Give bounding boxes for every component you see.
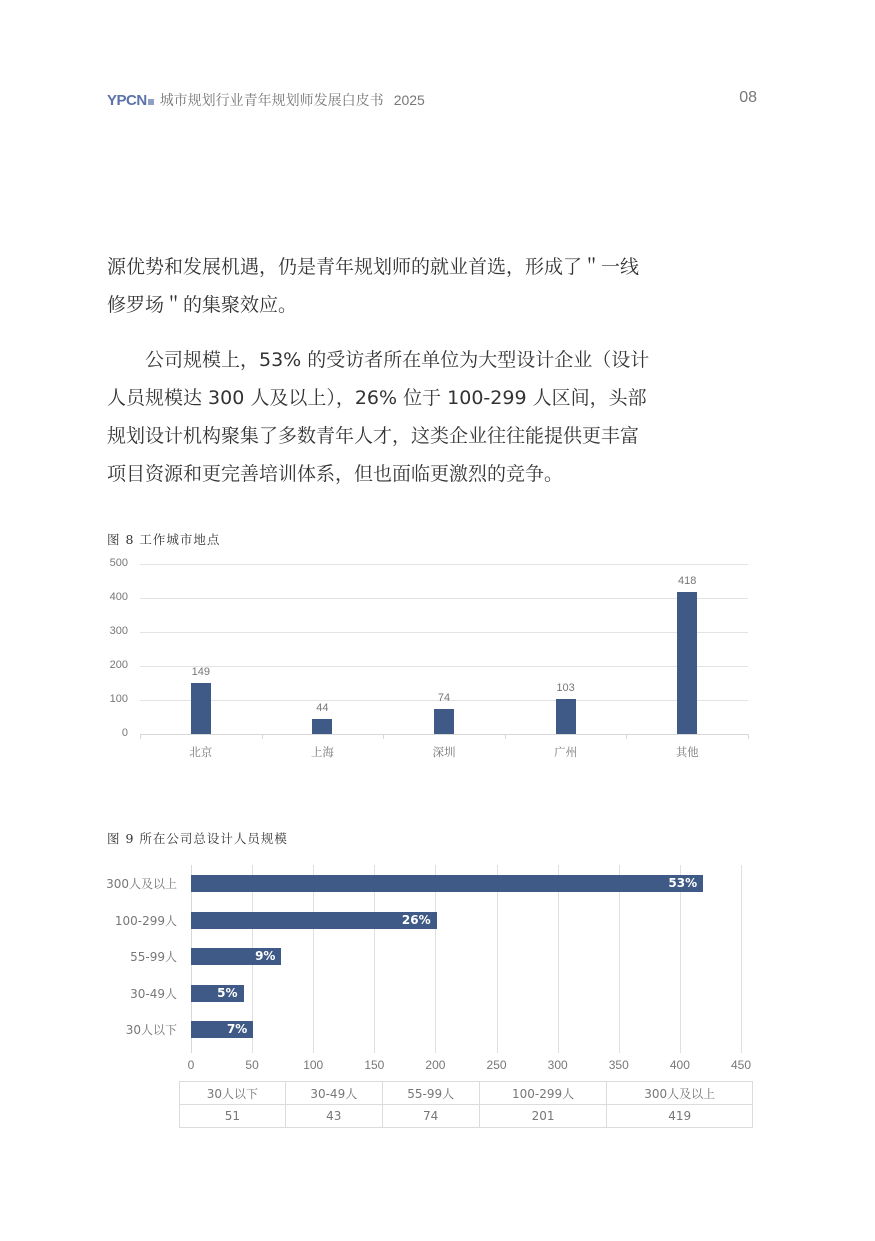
x-axis-label: 上海 [310,745,334,759]
bar-4 [191,1021,253,1038]
x-axis-tick: 50 [245,1058,259,1072]
gridline [140,632,748,633]
data-label: 44 [316,702,329,715]
gridline [435,865,436,1053]
data-table [179,1081,753,1128]
x-axis-tick: 200 [425,1058,446,1072]
bar-1 [312,719,332,734]
document-title: 城市规划行业青年规划师发展白皮书 [159,93,384,109]
bar-4 [677,592,697,734]
paragraph-2: 公司规模上，53% 的受访者所在单位为大型设计企业（设计人员规模达 300 人及以上），26% 位于 100-299 人区间，头部规划设计机构聚集了多数青年人才，这类企业往往能提供更丰富项目资源和更完善培训体系，但也面临更激烈的竞争。 [107,349,650,485]
x-axis-tick: 100 [303,1058,324,1072]
y-axis-label: 30-49人 [130,986,177,1001]
bar-3 [191,985,244,1002]
gridline [140,564,748,565]
ypcn-logo: YPCN [107,92,154,109]
table-cell: 201 [479,1105,607,1128]
page-number: 08 [739,89,757,106]
y-axis-tick: 300 [109,625,128,637]
table-header-row [180,1082,753,1105]
y-axis-label: 300人及以上 [106,877,177,891]
table-header-cell: 300人及以上 [607,1082,753,1105]
x-axis-tick: 150 [364,1058,385,1072]
x-axis-tick-mark [140,734,141,739]
y-axis-tick: 200 [109,659,128,671]
work-city-bar-chart [100,556,760,776]
x-axis-tick-mark [505,734,506,739]
y-axis-label: 30人以下 [125,1023,177,1037]
gridline [313,865,314,1053]
x-axis-label: 广州 [554,745,578,759]
y-axis-label: 100-299人 [114,913,177,928]
x-axis-tick-mark [383,734,384,739]
company-size-bar-chart [100,860,760,1135]
gridline [497,865,498,1053]
x-axis-tick-mark [748,734,749,739]
bar-0 [191,875,703,892]
data-label: 149 [191,666,210,679]
document-year: 2025 [393,92,425,108]
x-axis-tick: 450 [730,1058,752,1072]
bar-percent-label: 5% [217,985,238,1000]
bar-1 [191,912,437,929]
data-label: 103 [556,681,575,694]
x-axis-tick: 350 [608,1058,629,1072]
bar-2 [434,709,454,734]
gridline [558,865,559,1053]
gridline [680,865,681,1053]
gridline [619,865,620,1053]
table-cell: 43 [285,1105,382,1128]
x-axis-label: 其他 [675,745,699,759]
bar-percent-label: 7% [226,1022,248,1036]
y-axis-tick: 500 [109,557,128,569]
table-header-cell: 100-299人 [479,1082,607,1105]
table-header-cell: 55-99人 [382,1082,479,1105]
y-axis-tick: 400 [109,591,128,603]
gridline [140,598,748,599]
gridline [374,865,375,1053]
bar-percent-label: 9% [255,949,276,963]
table-cell: 419 [607,1105,753,1128]
data-label: 74 [437,691,451,704]
x-axis-tick: 0 [187,1058,195,1072]
page-header [107,88,757,112]
x-axis-tick: 400 [669,1058,690,1072]
gridline [741,865,742,1053]
data-label: 418 [678,574,697,587]
x-axis-line [140,734,748,735]
bar-3 [556,699,576,734]
logo-mark-icon [148,99,154,105]
x-axis-tick-mark [626,734,627,739]
table-cell: 74 [382,1105,479,1128]
x-axis-label: 北京 [189,745,213,759]
table-header-cell: 30人以下 [180,1082,286,1105]
y-axis-tick: 100 [109,693,128,705]
y-axis-tick: 0 [121,727,128,739]
table-row [180,1105,753,1128]
bar-percent-label: 53% [668,876,698,890]
x-axis-label: 深圳 [432,745,456,759]
figure-9-caption: 图 9 所在公司总设计人员规模 [107,831,288,846]
bar-0 [191,683,211,734]
x-axis-tick-mark [262,734,263,739]
x-axis-tick: 250 [486,1058,507,1072]
bar-percent-label: 26% [401,912,431,927]
figure-8-caption: 图 8 工作城市地点 [107,532,221,547]
bar-2 [191,948,281,965]
gridline [140,666,748,667]
paragraph-1: 源优势和发展机遇，仍是青年规划师的就业首选，形成了＂一线修罗场＂的集聚效应。 [107,256,640,316]
x-axis-tick: 300 [547,1058,568,1072]
table-header-cell: 30-49人 [285,1082,382,1105]
table-cell: 51 [180,1105,286,1128]
y-axis-label: 55-99人 [130,950,177,964]
